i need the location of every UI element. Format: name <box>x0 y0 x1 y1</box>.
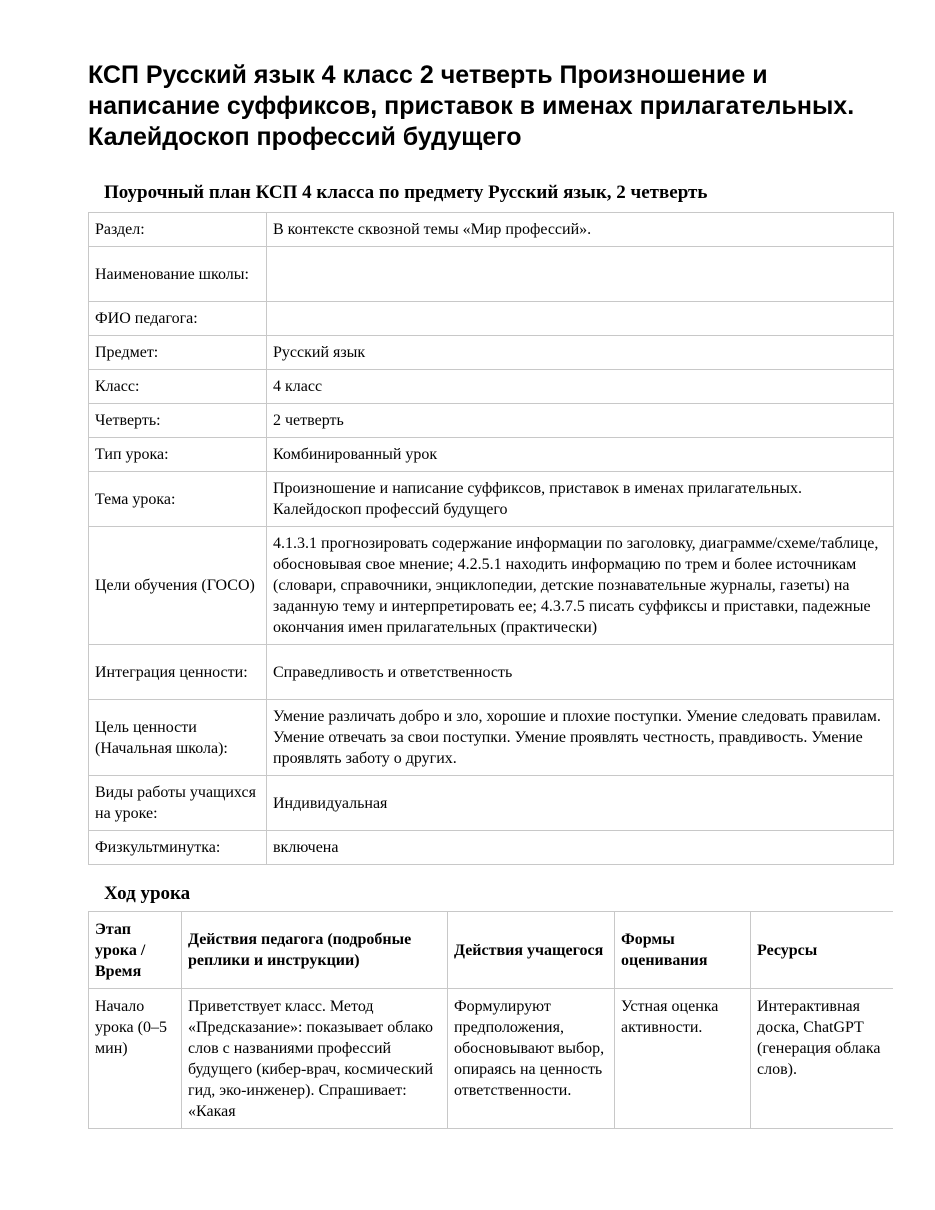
info-label: Интеграция ценности: <box>89 645 267 700</box>
lesson-cell-teacher: Приветствует класс. Метод «Предсказание»: показывает облако слов с названиями профессий будущего (кибер-врач, космический гид, эко-инженер). Спрашивает: «Какая <box>182 989 448 1129</box>
info-row-topic <box>89 472 894 527</box>
info-label: Тема урока: <box>89 472 267 527</box>
info-label: ФИО педагога: <box>89 302 267 336</box>
info-row-goals <box>89 527 894 645</box>
info-value: Умение различать добро и зло, хорошие и плохие поступки. Умение следовать правилам. Умение отвечать за свои поступки. Умение проявлять честность, правдивость. Умение проявлять заботу о других. <box>267 700 894 776</box>
info-row-value-integration <box>89 645 894 700</box>
info-row-section <box>89 213 894 247</box>
info-value <box>267 302 894 336</box>
info-row-value-goal <box>89 700 894 776</box>
info-row-class <box>89 370 894 404</box>
lesson-header-student: Действия учащегося <box>448 912 615 989</box>
document-page <box>88 60 893 1130</box>
info-value: Комбинированный урок <box>267 438 894 472</box>
lesson-header-assessment: Формы оценивания <box>615 912 751 989</box>
lesson-cell-student: Формулируют предположения, обосновывают выбор, опираясь на ценность ответственности. <box>448 989 615 1129</box>
info-value: Справедливость и ответственность <box>267 645 894 700</box>
info-value: Индивидуальная <box>267 776 894 831</box>
info-value: включена <box>267 831 894 865</box>
page-title: КСП Русский язык 4 класс 2 четверть Произношение и написание суффиксов, приставок в именах прилагательных. Калейдоскоп профессий будущего <box>88 61 855 151</box>
info-table <box>88 212 894 865</box>
info-row-school <box>89 247 894 302</box>
info-label: Тип урока: <box>89 438 267 472</box>
info-label: Раздел: <box>89 213 267 247</box>
lesson-cell-assessment: Устная оценка активности. <box>615 989 751 1129</box>
info-row-exercise <box>89 831 894 865</box>
lesson-table-viewport <box>88 911 893 1130</box>
info-row-quarter <box>89 404 894 438</box>
info-row-lesson-type <box>89 438 894 472</box>
lesson-header-resources: Ресурсы <box>751 912 894 989</box>
lesson-cell-stage: Начало урока (0–5 мин) <box>89 989 182 1129</box>
lesson-header-teacher: Действия педагога (подробные реплики и инструкции) <box>182 912 448 989</box>
info-label: Предмет: <box>89 336 267 370</box>
info-row-work-types <box>89 776 894 831</box>
info-value <box>267 247 894 302</box>
info-value: 2 четверть <box>267 404 894 438</box>
info-label: Наименование школы: <box>89 247 267 302</box>
info-label: Четверть: <box>89 404 267 438</box>
lesson-header-stage: Этап урока / Время <box>89 912 182 989</box>
info-value: Русский язык <box>267 336 894 370</box>
info-value: 4.1.3.1 прогнозировать содержание информации по заголовку, диаграмме/схеме/таблице, обосновывая свое мнение; 4.2.5.1 находить информацию по трем и более источникам (словари, справочники, энциклопедии, детские познавательные журналы, газеты) на заданную тему и интерпретировать ее; 4.3.7.5 писать суффиксы и приставки, падежные окончания имен прилагательных (практически) <box>267 527 894 645</box>
lesson-cell-resources: Интерактивная доска, ChatGPT (генерация облака слов). <box>751 989 894 1129</box>
info-value: Произношение и написание суффиксов, приставок в именах прилагательных. Калейдоскоп профессий будущего <box>267 472 894 527</box>
info-label: Физкультминутка: <box>89 831 267 865</box>
info-label: Класс: <box>89 370 267 404</box>
info-label: Виды работы учащихся на уроке: <box>89 776 267 831</box>
lesson-table <box>88 911 893 1129</box>
info-value: 4 класс <box>267 370 894 404</box>
course-heading: Ход урока <box>104 883 191 904</box>
info-row-subject <box>89 336 894 370</box>
lesson-row <box>89 989 894 1129</box>
info-value: В контексте сквозной темы «Мир профессий». <box>267 213 894 247</box>
info-label: Цель ценности (Начальная школа): <box>89 700 267 776</box>
lesson-header-row <box>89 912 894 989</box>
info-row-teacher <box>89 302 894 336</box>
info-label: Цели обучения (ГОСО) <box>89 527 267 645</box>
plan-heading: Поурочный план КСП 4 класса по предмету Русский язык, 2 четверть <box>104 182 708 203</box>
